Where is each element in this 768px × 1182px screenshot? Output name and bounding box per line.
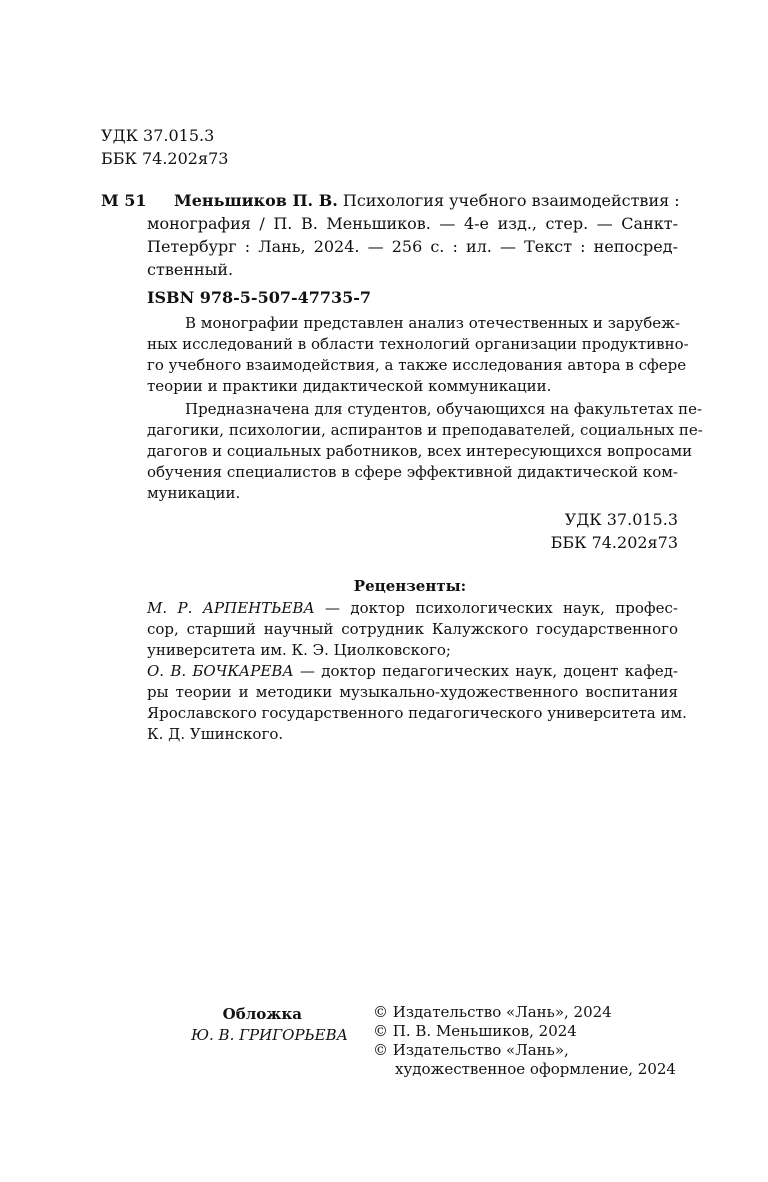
reviewer-1-line-2: сор, старший научный сотрудник Калужского государственного [147,620,678,638]
reviewer-1-desc: — доктор психологических наук, профес- [314,599,678,617]
bib-title: Психология учебного взаимодействия : [337,191,680,210]
bib-line-2: монография / П. В. Меньшиков. — 4-е изд., стер. — Санкт- [147,214,678,233]
reviewer-2-name: О. В. БОЧКАРЕВА [147,662,294,680]
reviewer-2-line-3: Ярославского государственного педагогического университета им. [147,704,687,722]
reviewer-2-line-1 [147,661,678,682]
reviewer-2-line-4: К. Д. Ушинского. [147,725,284,743]
reviewer-2-desc: — доктор педагогических наук, доцент кафед- [293,662,678,680]
copyright-2: © П. В. Меньшиков, 2024 [373,1022,577,1040]
copyright-1: © Издательство «Лань», 2024 [373,1003,612,1021]
copyright-3: © Издательство «Лань», [373,1041,569,1059]
cover-artist: Ю. В. ГРИГОРЬЕВА [191,1026,348,1044]
author-heading: Меньшиков П. В. [174,191,338,210]
annotation-p2-line-2: дагогики, психологии, аспирантов и преподавателей, социальных пе- [147,421,703,439]
udk-bottom: УДК 37.015.3 [564,510,678,529]
annotation-p1-line-4: теории и практики дидактической коммуникации. [147,377,552,395]
annotation-p1-line-3: го учебного взаимодействия, а также исследования автора в сфере [147,356,687,374]
annotation-p2-line-1: Предназначена для студентов, обучающихся на факультетах пе- [185,400,703,418]
annotation-p1-line-1: В монографии представлен анализ отечественных и зарубеж- [185,314,681,332]
cover-label: Обложка [222,1005,302,1023]
bbk-bottom: ББК 74.202я73 [550,533,678,552]
author-mark: М 51 [101,191,147,210]
annotation-p1-line-2: ных исследований в области технологий организации продуктивно- [147,335,689,353]
isbn: ISBN 978-5-507-47735-7 [147,288,372,307]
bbk-top: ББК 74.202я73 [101,149,229,168]
annotation-p2-line-4: обучения специалистов в сфере эффективной дидактической ком- [147,463,678,481]
reviewers-heading: Рецензенты: [353,577,467,595]
copyright-3-cont: художественное оформление, 2024 [395,1060,676,1078]
reviewer-2-line-2: ры теории и методики музыкально-художественного воспитания [147,683,678,701]
annotation-p2-line-5: муникации. [147,484,241,502]
reviewer-1-line-3: университета им. К. Э. Циолковского; [147,641,451,659]
udk-top: УДК 37.015.3 [101,126,215,145]
bib-line-3: Петербург : Лань, 2024. — 256 с. : ил. — Текст : непосред- [147,237,678,256]
annotation-p2-line-3: дагогов и социальных работников, всех интересующихся вопросами [147,442,693,460]
bib-line-4: ственный. [147,260,234,279]
reviewer-1-line-1 [147,598,678,619]
reviewer-1-name: М. Р. АРПЕНТЬЕВА [147,599,315,617]
bib-line-1 [174,190,678,213]
